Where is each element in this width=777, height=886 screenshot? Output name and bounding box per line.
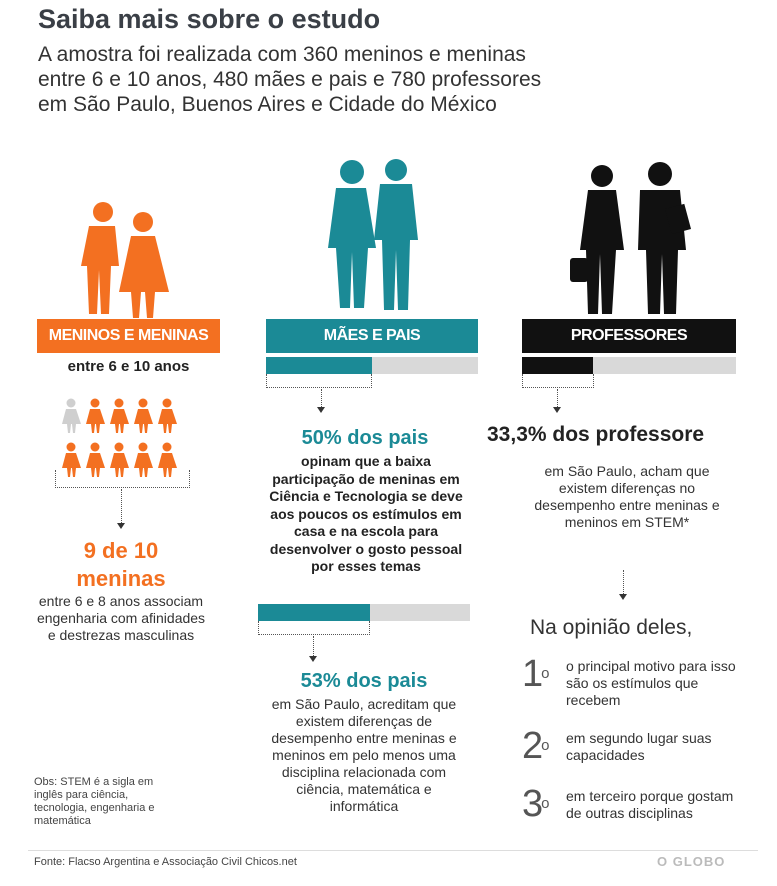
rank-1-number: 1$^o$ — [522, 653, 548, 695]
parents-arrow-1-icon — [321, 389, 322, 407]
teachers-text: em São Paulo, acham que existem diferenças no desempenho entre meninas e meninos em STEM* — [534, 463, 720, 530]
rank-3-number: 3$^o$ — [522, 783, 548, 825]
children-silhouette-icon — [75, 200, 175, 320]
rank-3-text: em terceiro porque gostam de outras disciplinas — [566, 788, 734, 821]
parents-bar-1-fill — [266, 357, 372, 374]
parents-bar-2-fill — [258, 604, 370, 621]
teachers-bar — [522, 357, 736, 374]
parents-bar-1 — [266, 357, 478, 374]
teachers-stat: 33,3% dos professore — [487, 423, 705, 446]
parents-bracket-2 — [258, 621, 370, 635]
parents-text-1: opinam que a baixa participação de meninas em Ciência e Tecnologia se deve aos poucos os estímulos em casa e na escola para desenvolver o gosto pessoal por esses temas — [269, 453, 463, 574]
children-bracket — [55, 470, 190, 488]
children-stat-line2: meninas — [76, 566, 166, 591]
teachers-label: PROFESSORES — [522, 319, 736, 353]
parents-label: MÃES E PAIS — [266, 319, 478, 353]
rank-1-text: o principal motivo para isso são os estímulos que recebem — [566, 658, 736, 708]
intro-text: A amostra foi realizada com 360 meninos e meninas entre 6 e 10 anos, 480 mães e pais e 780 professores em São Paulo, Buenos Aires e Cidade do México — [38, 43, 542, 116]
parents-text-2: em São Paulo, acreditam que existem diferenças de desempenho entre meninas e meninos em pelo menos uma disciplina relacionada com ciência, matemática e informática — [271, 696, 457, 814]
parents-bracket-1 — [266, 374, 372, 388]
children-stat — [37, 537, 205, 593]
opinion-title: Na opinião deles, — [530, 616, 693, 639]
rank-2-text: em segundo lugar suas capacidades — [566, 730, 712, 763]
parents-arrow-2-icon — [313, 636, 314, 656]
teachers-silhouette-icon — [568, 162, 692, 318]
parents-stat-2: 53% dos pais — [300, 670, 428, 692]
parents-stat-1: 50% dos pais — [301, 427, 429, 449]
teachers-arrow-2-icon — [623, 570, 624, 594]
parents-bar-2 — [258, 604, 470, 621]
children-text: entre 6 e 8 anos associam engenharia com afinidades e destrezas masculinas — [36, 593, 206, 643]
rank-2-number: 2$^o$ — [522, 725, 548, 767]
children-arrow-icon — [121, 489, 122, 523]
children-label: MENINOS E MENINAS — [37, 319, 220, 353]
teachers-bar-fill — [522, 357, 593, 374]
teachers-bracket — [522, 374, 594, 388]
children-age: entre 6 e 10 anos — [67, 358, 190, 375]
parents-silhouette-icon — [318, 158, 428, 318]
brand-logo: O GLOBO — [657, 854, 726, 869]
teachers-arrow-1-icon — [557, 389, 558, 407]
children-stat-line1: 9 de 10 — [83, 538, 159, 563]
page-title: Saiba mais sobre o estudo — [38, 4, 381, 34]
note-text: Obs: STEM é a sigla em inglês para ciência, tecnologia, engenharia e matemática — [34, 776, 155, 827]
footer-divider — [28, 850, 758, 851]
girls-icon-grid — [62, 398, 186, 480]
source-text: Fonte: Flacso Argentina e Associação Civil Chicos.net — [34, 856, 297, 868]
